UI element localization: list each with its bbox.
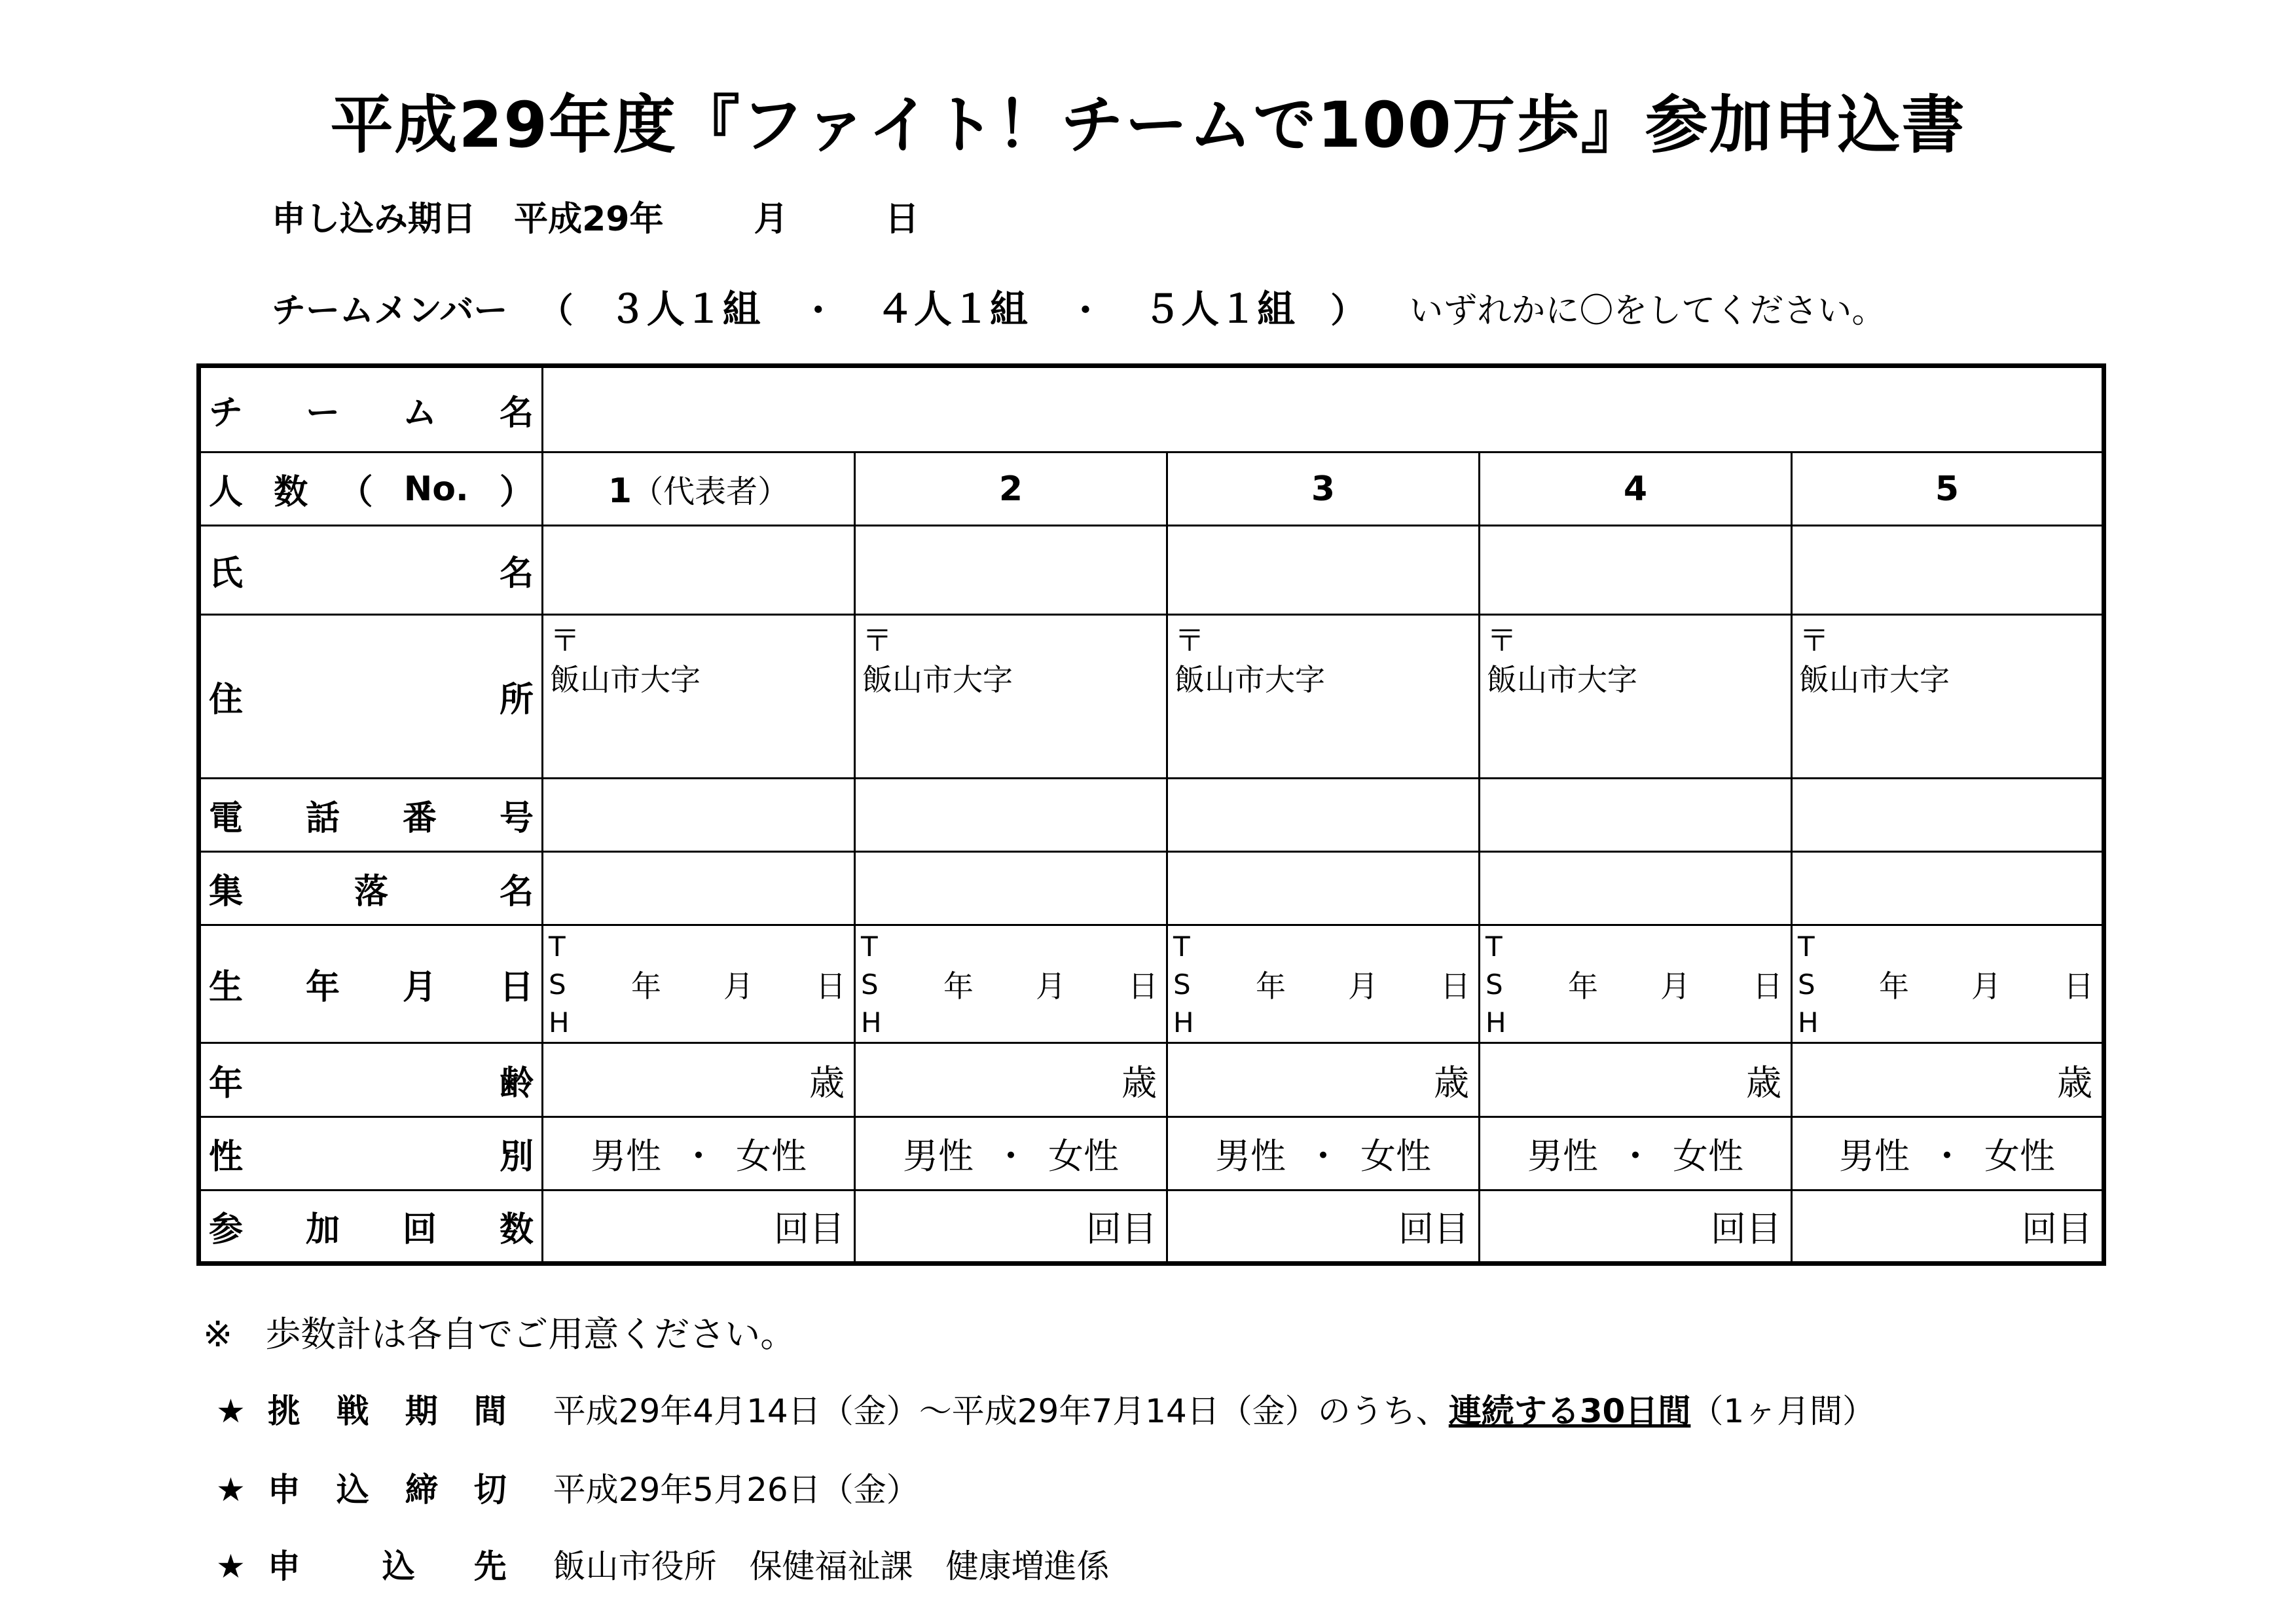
team-name-field[interactable] xyxy=(543,366,2104,452)
label-count: 人 数 （ No. ） xyxy=(209,469,534,513)
name-field[interactable] xyxy=(855,526,1167,614)
challenge-period-suffix: （1ヶ月間） xyxy=(1690,1392,1876,1430)
gender-field[interactable]: 男性 ・ 女性 xyxy=(543,1116,855,1190)
phone-field[interactable] xyxy=(1480,778,1792,851)
gender-field[interactable]: 男性 ・ 女性 xyxy=(1167,1116,1480,1190)
era-showa[interactable]: S xyxy=(861,969,879,1001)
postal-mark: 〒 xyxy=(550,622,580,658)
row-phone xyxy=(199,778,2104,851)
member-header-2: 2 xyxy=(855,452,1167,526)
option-3-people[interactable]: ３人１組 xyxy=(608,287,761,331)
phone-field[interactable] xyxy=(855,778,1167,851)
age-field[interactable]: 歳 xyxy=(1167,1043,1480,1116)
apply-date-month: 月 xyxy=(754,200,788,239)
postal-mark: 〒 xyxy=(1175,622,1205,658)
apply-date-year: 平成29年 xyxy=(514,200,664,239)
birth-field[interactable]: T S H 年 月 日 xyxy=(1167,925,1480,1043)
age-field[interactable]: 歳 xyxy=(543,1043,855,1116)
label-team-name: チ ー ム 名 xyxy=(209,394,534,434)
birth-field[interactable]: T S H 年 月 日 xyxy=(1480,925,1792,1043)
era-showa[interactable]: S xyxy=(1485,969,1503,1001)
option-separator: ・ xyxy=(1068,291,1102,331)
label-village: 集 落 名 xyxy=(209,872,534,912)
times-field[interactable]: 回目 xyxy=(543,1190,855,1263)
destination-label: 申 込 先 xyxy=(267,1547,509,1585)
birth-field[interactable]: T S H 年 月 日 xyxy=(1792,925,2104,1043)
label-birth: 生 年 月 日 xyxy=(209,968,534,1008)
era-taisho[interactable]: T xyxy=(1798,931,1815,963)
paren-open: （ xyxy=(539,291,574,331)
challenge-period-text: 平成29年4月14日（金）～平成29年7月14日（金）のうち、 xyxy=(553,1392,1449,1430)
member-header-1: 1（代表者） xyxy=(543,452,855,526)
member-header-3: 3 xyxy=(1167,452,1480,526)
era-taisho[interactable]: T xyxy=(861,931,878,963)
era-showa[interactable]: S xyxy=(549,969,566,1001)
city-prefix: 飯山市大字 xyxy=(550,661,701,697)
label-gender: 性 別 xyxy=(209,1137,534,1177)
village-field[interactable] xyxy=(543,852,855,925)
gender-male[interactable]: 男性 xyxy=(591,1135,661,1177)
row-times xyxy=(199,1190,2104,1263)
gender-female[interactable]: 女性 xyxy=(736,1135,807,1177)
village-field[interactable] xyxy=(855,852,1167,925)
destination-row xyxy=(216,1540,1110,1587)
gender-field[interactable]: 男性 ・ 女性 xyxy=(1480,1116,1792,1190)
era-heisei[interactable]: H xyxy=(861,1006,882,1039)
star-icon: ★ xyxy=(216,1547,246,1585)
member-header-4: 4 xyxy=(1480,452,1792,526)
gender-female[interactable]: 女性 xyxy=(1360,1135,1431,1177)
postal-mark: 〒 xyxy=(862,622,892,658)
team-member-note: いずれかに〇をしてください。 xyxy=(1409,291,1886,331)
deadline-label: 申 込 締 切 xyxy=(267,1471,509,1509)
address-field[interactable] xyxy=(543,614,855,778)
team-member-line xyxy=(272,278,1886,333)
birth-field[interactable]: T S H 年 月 日 xyxy=(855,925,1167,1043)
era-showa[interactable]: S xyxy=(1173,969,1191,1001)
age-field[interactable]: 歳 xyxy=(855,1043,1167,1116)
postal-mark: 〒 xyxy=(1799,622,1829,658)
gender-female[interactable]: 女性 xyxy=(1673,1135,1743,1177)
name-field[interactable] xyxy=(1480,526,1792,614)
address-field[interactable] xyxy=(1792,614,2104,778)
era-taisho[interactable]: T xyxy=(1485,931,1503,963)
option-separator: ・ xyxy=(801,291,835,331)
apply-date-day: 日 xyxy=(884,200,919,239)
phone-field[interactable] xyxy=(1167,778,1480,851)
page-title: 平成29年度『ファイト！チームで100万歩』参加申込書 xyxy=(330,88,1966,162)
phone-field[interactable] xyxy=(543,778,855,851)
gender-field[interactable]: 男性 ・ 女性 xyxy=(1792,1116,2104,1190)
times-field[interactable]: 回目 xyxy=(1792,1190,2104,1263)
challenge-period-row xyxy=(216,1385,1875,1432)
member-header-5: 5 xyxy=(1792,452,2104,526)
name-field[interactable] xyxy=(1167,526,1480,614)
phone-field[interactable] xyxy=(1792,778,2104,851)
team-member-label: チームメンバー xyxy=(272,291,508,331)
note-mark: ※ xyxy=(203,1314,233,1355)
era-taisho[interactable]: T xyxy=(549,931,566,963)
era-heisei[interactable]: H xyxy=(549,1006,570,1039)
birth-field[interactable]: T S H 年 月 日 xyxy=(543,925,855,1043)
era-heisei[interactable]: H xyxy=(1798,1006,1819,1039)
city-prefix: 飯山市大字 xyxy=(1175,661,1325,697)
times-field[interactable]: 回目 xyxy=(1480,1190,1792,1263)
row-name xyxy=(199,526,2104,614)
times-field[interactable]: 回目 xyxy=(1167,1190,1480,1263)
village-field[interactable] xyxy=(1167,852,1480,925)
city-prefix: 飯山市大字 xyxy=(1799,661,1950,697)
star-icon: ★ xyxy=(216,1471,246,1509)
paren-close: ） xyxy=(1330,291,1365,331)
label-name: 氏 名 xyxy=(209,553,534,593)
gender-female[interactable]: 女性 xyxy=(1048,1135,1119,1177)
age-field[interactable]: 歳 xyxy=(1480,1043,1792,1116)
times-field[interactable]: 回目 xyxy=(855,1190,1167,1263)
deadline-row xyxy=(216,1464,919,1511)
star-icon: ★ xyxy=(216,1392,246,1430)
era-heisei[interactable]: H xyxy=(1485,1006,1506,1039)
label-phone: 電 話 番 号 xyxy=(209,798,534,838)
gender-male[interactable]: 男性 xyxy=(1839,1135,1910,1177)
gender-male[interactable]: 男性 xyxy=(1527,1135,1598,1177)
apply-date-label: 申し込み期日 xyxy=(272,200,477,239)
option-5-people[interactable]: ５人１組 xyxy=(1143,287,1296,331)
row-age xyxy=(199,1043,2104,1116)
era-heisei[interactable]: H xyxy=(1173,1006,1194,1039)
row-gender xyxy=(199,1116,2104,1190)
city-prefix: 飯山市大字 xyxy=(1487,661,1637,697)
era-taisho[interactable]: T xyxy=(1173,931,1190,963)
postal-mark: 〒 xyxy=(1487,622,1517,658)
row-birth xyxy=(199,925,2104,1043)
address-field[interactable] xyxy=(855,614,1167,778)
row-address xyxy=(199,614,2104,778)
pedometer-note xyxy=(196,1306,795,1357)
application-form-table xyxy=(196,363,2106,1266)
address-field[interactable] xyxy=(1480,614,1792,778)
deadline-text: 平成29年5月26日（金） xyxy=(553,1471,919,1509)
gender-female[interactable]: 女性 xyxy=(1984,1135,2055,1177)
city-prefix: 飯山市大字 xyxy=(862,661,1013,697)
label-age: 年 齢 xyxy=(209,1063,534,1103)
address-field[interactable] xyxy=(1167,614,1480,778)
gender-male[interactable]: 男性 xyxy=(1215,1135,1286,1177)
row-count xyxy=(199,452,2104,526)
apply-date-line xyxy=(272,191,919,240)
label-address: 住 所 xyxy=(209,680,534,720)
destination-text: 飯山市役所 保健福祉課 健康増進係 xyxy=(553,1547,1110,1585)
era-showa[interactable]: S xyxy=(1798,969,1815,1001)
village-field[interactable] xyxy=(1480,852,1792,925)
option-4-people[interactable]: ４人１組 xyxy=(875,287,1028,331)
row-team-name xyxy=(199,366,2104,452)
name-field[interactable] xyxy=(1792,526,2104,614)
name-field[interactable] xyxy=(543,526,855,614)
challenge-period-label: 挑 戦 期 間 xyxy=(267,1392,509,1430)
challenge-period-emphasis: 連続する30日間 xyxy=(1448,1392,1691,1430)
gender-male[interactable]: 男性 xyxy=(903,1135,974,1177)
village-field[interactable] xyxy=(1792,852,2104,925)
gender-field[interactable]: 男性 ・ 女性 xyxy=(855,1116,1167,1190)
label-times: 参 加 回 数 xyxy=(209,1209,534,1249)
row-village xyxy=(199,852,2104,925)
pedometer-note-text: 歩数計は各自でご用意ください。 xyxy=(265,1314,796,1355)
age-field[interactable]: 歳 xyxy=(1792,1043,2104,1116)
